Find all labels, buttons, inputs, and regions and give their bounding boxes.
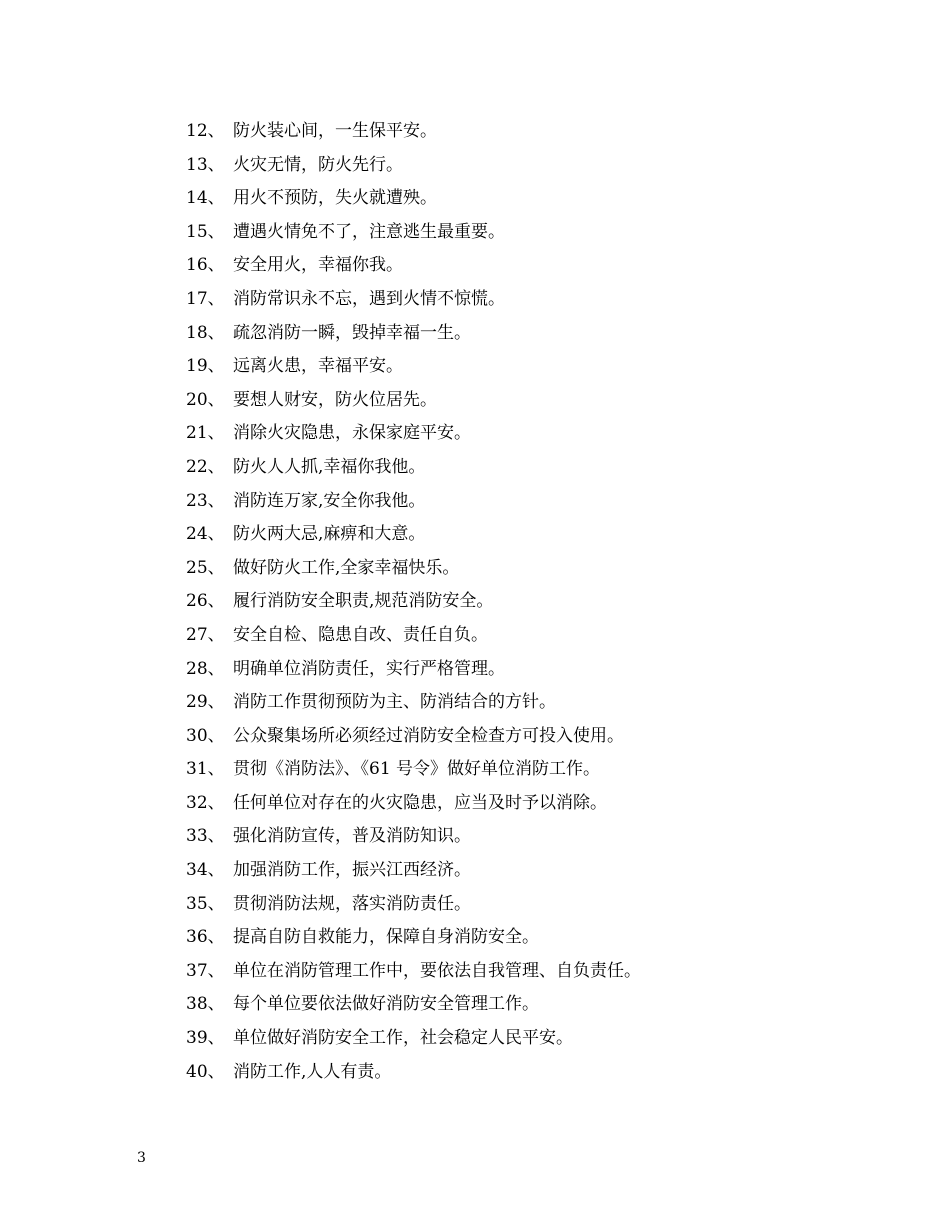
item-number: 15、 [186,221,225,242]
item-text: 安全自检、隐患自改、责任自负。 [233,624,488,645]
item-number: 18、 [186,322,225,343]
item-number: 25、 [186,557,225,578]
item-text: 加强消防工作，振兴江西经济。 [233,860,471,881]
item-text: 疏忽消防一瞬，毁掉幸福一生。 [233,322,471,343]
item-number: 27、 [186,624,225,645]
item-number: 16、 [186,255,225,276]
item-text: 消防常识永不忘，遇到火情不惊慌。 [233,288,505,309]
item-text: 防火装心间，一生保平安。 [233,121,437,141]
item-number: 14、 [186,188,225,209]
item-text: 贯彻消防法规，落实消防责任。 [233,893,471,914]
item-number: 12、 [186,121,225,141]
list-item [186,286,641,320]
list-item [186,521,641,555]
item-text: 消防连万家,安全你我他。 [233,490,426,511]
list-item [186,1059,641,1093]
item-number: 35、 [186,893,225,914]
item-text: 提高自防自救能力，保障自身消防安全。 [233,927,539,948]
list-item [186,118,641,152]
item-text: 远离火患，幸福平安。 [233,356,403,377]
list-item [186,924,641,958]
item-text: 做好防火工作,全家幸福快乐。 [233,557,460,578]
item-number: 23、 [186,490,225,511]
item-number: 26、 [186,591,225,612]
item-text: 强化消防宣传，普及消防知识。 [233,826,471,847]
item-text: 消防工作贯彻预防为主、防消结合的方针。 [233,692,556,713]
item-number: 19、 [186,356,225,377]
item-text: 防火两大忌,麻痹和大意。 [233,524,426,545]
item-number: 36、 [186,927,225,948]
item-text: 明确单位消防责任，实行严格管理。 [233,658,505,679]
item-number: 30、 [186,725,225,746]
item-number: 33、 [186,826,225,847]
list-item [186,622,641,656]
item-number: 22、 [186,456,225,477]
list-item [186,555,641,589]
list-item [186,891,641,925]
item-text: 防火人人抓,幸福你我他。 [233,456,426,477]
item-text: 遭遇火情免不了，注意逃生最重要。 [233,221,505,242]
item-text: 单位在消防管理工作中，要依法自我管理、自负责任。 [233,960,641,981]
slogan-list [186,118,641,1092]
item-number: 39、 [186,1028,225,1049]
list-item [186,588,641,622]
list-item [186,320,641,354]
list-item [186,823,641,857]
list-item [186,252,641,286]
item-number: 28、 [186,658,225,679]
list-item [186,488,641,522]
list-item [186,387,641,421]
list-item [186,454,641,488]
item-number: 24、 [186,524,225,545]
item-number: 34、 [186,860,225,881]
item-text: 履行消防安全职责,规范消防安全。 [233,591,494,612]
item-text: 消防工作,人人有责。 [233,1061,392,1082]
list-item [186,656,641,690]
list-item [186,1025,641,1059]
item-text: 火灾无情，防火先行。 [233,154,403,175]
item-number: 31、 [186,759,225,780]
item-text: 用火不预防，失火就遭殃。 [233,188,437,209]
item-number: 13、 [186,154,225,175]
list-item [186,790,641,824]
item-text: 安全用火，幸福你我。 [233,255,403,276]
list-item [186,353,641,387]
list-item [186,991,641,1025]
list-item [186,857,641,891]
list-item [186,756,641,790]
item-number: 17、 [186,288,225,309]
item-text: 公众聚集场所必须经过消防安全检查方可投入使用。 [233,725,624,746]
item-number: 37、 [186,960,225,981]
list-item [186,185,641,219]
list-item [186,420,641,454]
item-number: 32、 [186,792,225,813]
item-number: 38、 [186,994,225,1015]
item-number: 40、 [186,1061,225,1082]
item-text: 任何单位对存在的火灾隐患，应当及时予以消除。 [233,792,607,813]
list-item [186,152,641,186]
item-text: 消除火灾隐患，永保家庭平安。 [233,423,471,444]
list-item [186,219,641,253]
item-text: 单位做好消防安全工作，社会稳定人民平安。 [233,1028,573,1049]
list-item [186,689,641,723]
page-number: 3 [137,1150,146,1166]
item-number: 20、 [186,389,225,410]
item-number: 21、 [186,423,225,444]
item-text: 贯彻《消防法》、《61 号令》做好单位消防工作。 [233,759,601,780]
item-text: 要想人财安，防火位居先。 [233,389,437,410]
item-text: 每个单位要依法做好消防安全管理工作。 [233,994,539,1015]
list-item [186,723,641,757]
list-item [186,958,641,992]
item-number: 29、 [186,692,225,713]
